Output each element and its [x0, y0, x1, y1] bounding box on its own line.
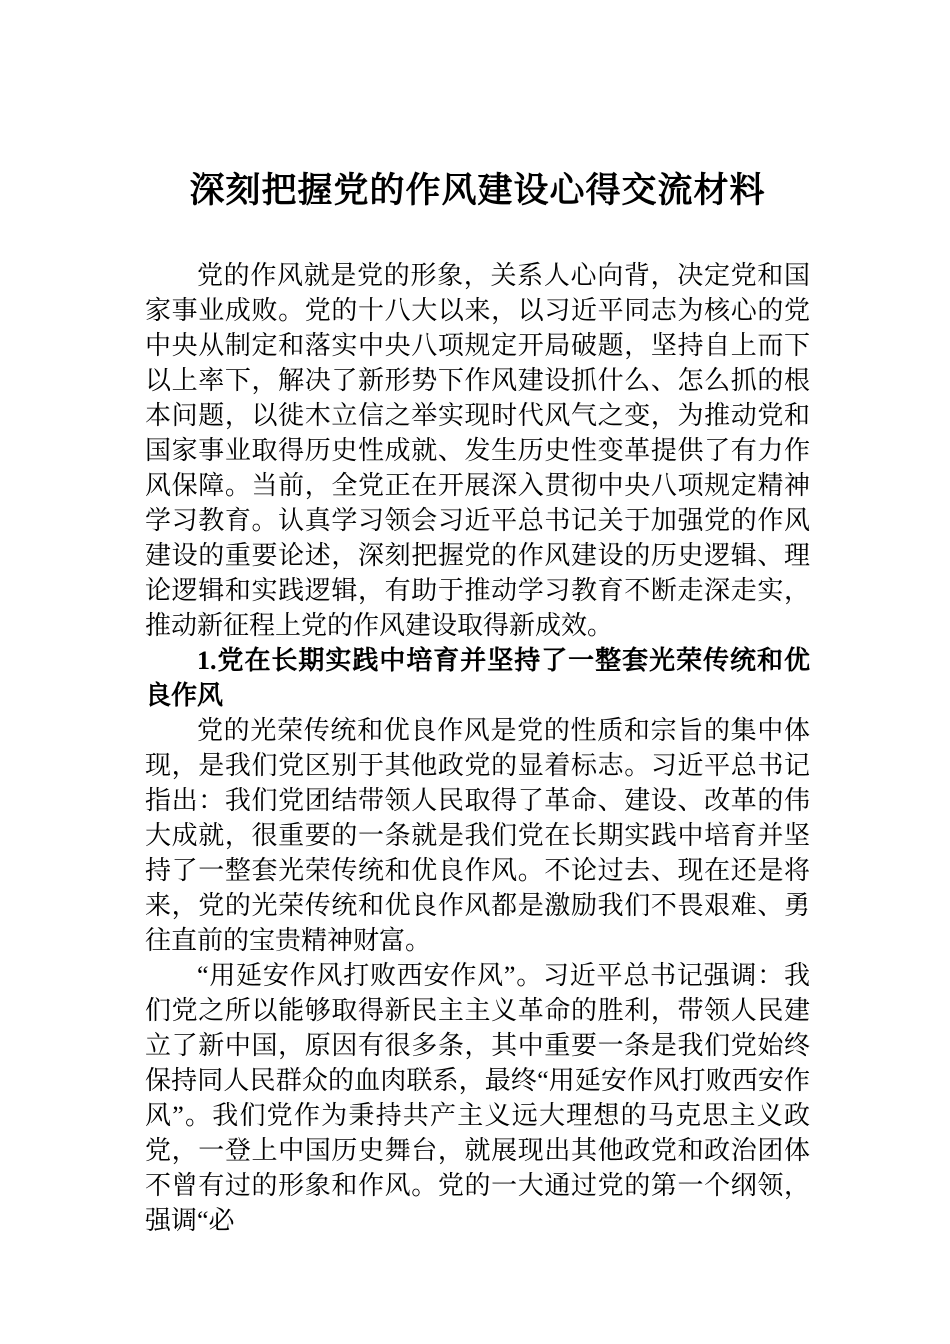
section-heading-1: 1.党在长期实践中培育并坚持了一整套光荣传统和优良作风	[145, 646, 810, 710]
paragraph-section1-quote: “用延安作风打败西安作风”。习近平总书记强调：我们党之所以能够取得新民主主义革命的胜利，带领人民建立了新中国，原因有很多条，其中重要一条是我们党始终保持同人民群众的血肉联系，最终“用延安作风打败西安作风”。我们党作为秉持共产主义远大理想的马克思主义政党，一登上中国历史舞台，就展现出其他政党和政治团体不曾有过的形象和作风。党的一大通过党的第一个纲领，强调“必	[145, 961, 810, 1235]
document-title: 深刻把握党的作风建设心得交流材料	[189, 171, 766, 210]
paragraph-section1-body: 党的光荣传统和优良作风是党的性质和宗旨的集中体现，是我们党区别于其他政党的显着标志。习近平总书记指出：我们党团结带领人民取得了革命、建设、改革的伟大成就，很重要的一条就是我们党在长期实践中培育并坚持了一整套光荣传统和优良作风。不论过去、现在还是将来，党的光荣传统和优良作风都是激励我们不畏艰难、勇往直前的宝贵精神财富。	[145, 716, 810, 955]
paragraph-intro: 党的作风就是党的形象，关系人心向背，决定党和国家事业成败。党的十八大以来，以习近平同志为核心的党中央从制定和落实中央八项规定开局破题，坚持自上而下以上率下，解决了新形势下作风建设抓什么、怎么抓的根本问题，以徙木立信之举实现时代风气之变，为推动党和国家事业取得历史性成就、发生历史性变革提供了有力作风保障。当前，全党正在开展深入贯彻中央八项规定精神学习教育。认真学习领会习近平总书记关于加强党的作风建设的重要论述，深刻把握党的作风建设的历史逻辑、理论逻辑和实践逻辑，有助于推动学习教育不断走深走实，推动新征程上党的作风建设取得新成效。	[145, 261, 810, 640]
